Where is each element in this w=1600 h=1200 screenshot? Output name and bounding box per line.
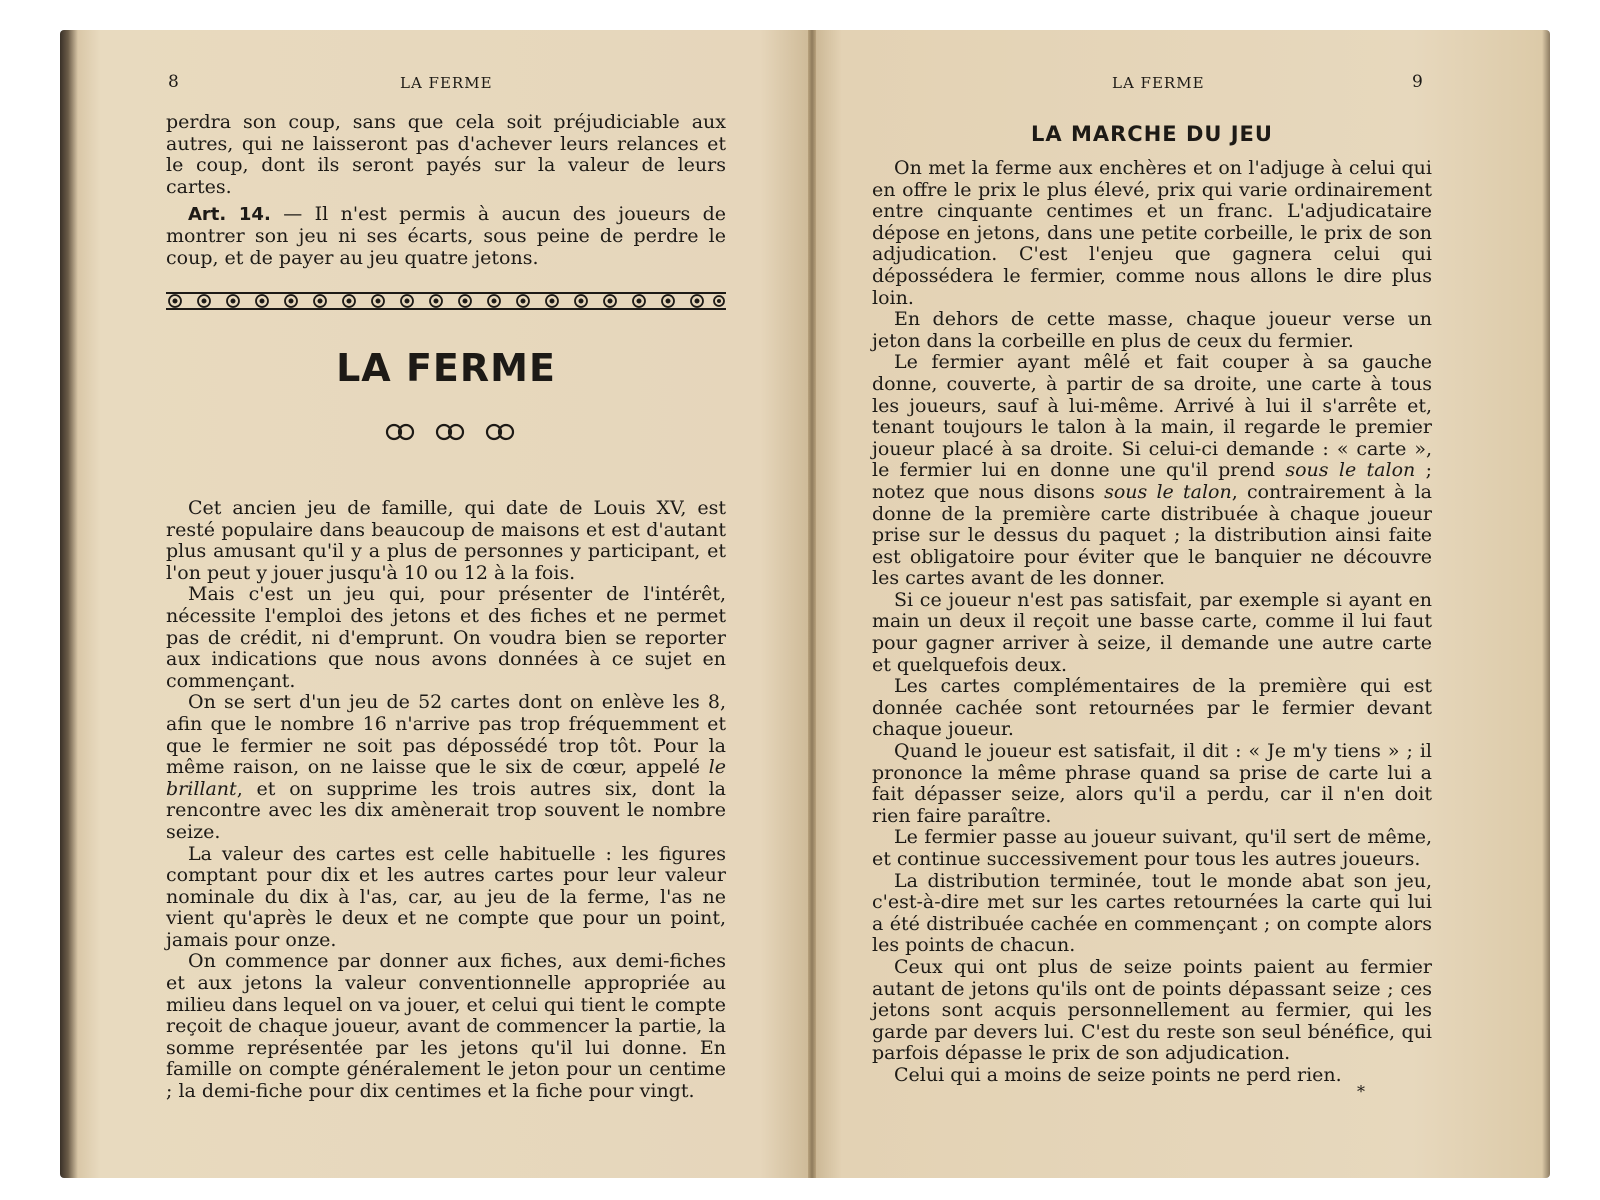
top-paragraph: perdra son coup, sans que cela soit préjudiciable aux autres, qui ne laisseront pas d'achever leurs relances et le coup, dont ils seront payés sur la valeur de leurs cartes.: [166, 111, 726, 198]
text-run: , contrairement à la donne de la première carte distribuée à chaque joueur prise sur le dessus du paquet ; la distribution ainsi faite est obligatoire pour éviter que le banquier ne découvre les cartes avant de les donner.: [872, 480, 1432, 590]
running-head: LA FERME: [400, 74, 493, 92]
italic-term: le brillant: [166, 756, 726, 800]
article-text: — Il n'est permis à aucun des joueurs de montrer son jeu ni ses écarts, sous peine de perdre le coup, et de payer au jeu quatre jetons.: [166, 203, 727, 269]
paragraph: On met la ferme aux enchères et on l'adjuge à celui qui en offre le prix le plus élevé, prix qui varie ordinairement entre cinquante centimes et un franc. L'adjudicataire dépose en jetons, dans une petite corbeille, le prix de son adjudication. C'est l'enjeu que gagnera celui qui dépossédera le fermier, comme nous allons le dire plus loin.: [872, 157, 1432, 309]
book-gutter: [808, 30, 816, 1178]
paragraph: Ceux qui ont plus de seize points paient au fermier autant de jetons qu'ils ont de points dépassant seize ; ces jetons sont acquis personnellement au fermier, qui les garde par devers lui. C'est du reste son seul bénéfice, qui parfois dépasse le prix de son adjudication.: [872, 955, 1432, 1065]
right-page: [812, 30, 1550, 1178]
paragraph: Cet ancien jeu de famille, qui date de Louis XV, est resté populaire dans beaucoup de maisons et est d'autant plus amusant qu'il y a plus de personnes y participant, et l'on peut y jouer jusqu'à 10 ou 12 à la fois.: [166, 497, 726, 584]
title-ornament: [380, 422, 520, 442]
paragraph: En dehors de cette masse, chaque joueur verse un jeton dans la corbeille en plus de ceux du fermier.: [872, 308, 1432, 352]
text-run: On se sert d'un jeu de 52 cartes dont on enlève les 8, afin que le nombre 16 n'arrive pas trop fréquemment et que le fermier ne soit pas dépossédé trop tôt. Pour la même raison, on ne laisse que le six de cœur, appelé: [166, 691, 726, 779]
paragraph: Celui qui a moins de seize points ne perd rien.: [894, 1063, 1342, 1086]
article-14: [166, 204, 726, 269]
text-run: , et on supprime les trois autres six, dont la rencontre avec les dix amènerait trop souvent le nombre seize.: [166, 777, 726, 843]
article-label: Art. 14.: [188, 204, 271, 226]
paragraph: [872, 352, 1432, 590]
left-page: [60, 30, 812, 1178]
paragraph: Si ce joueur n'est pas satisfait, par exemple si ayant en main un deux il reçoit une basse carte, comme il lui faut pour gagner arriver à seize, il demande une autre carte et quelquefois deux.: [872, 588, 1432, 676]
page-number: 8: [168, 72, 179, 92]
paragraph: Mais c'est un jeu qui, pour présenter de l'intérêt, nécessite l'emploi des jetons et des fiches et ne permet pas de crédit, ni d'emprunt. On voudra bien se reporter aux indications que nous avons données à ce sujet en commençant.: [166, 583, 726, 692]
section-title: LA MARCHE DU JEU: [1031, 122, 1273, 146]
text-run: ; notez que nous disons: [872, 459, 1432, 503]
paragraph: Quand le joueur est satisfait, il dit : « Je m'y tiens » ; il prononce la même phrase quand sa prise de carte lui a fait dépasser seize, alors qu'il a perdu, car il n'en doit rien faire paraître.: [872, 740, 1432, 827]
open-book: [60, 30, 1550, 1178]
left-top-text: [166, 112, 726, 269]
paragraph: Le fermier passe au joueur suivant, qu'il sert de même, et continue successivement pour tous les autres joueurs.: [872, 826, 1432, 870]
left-body-text: [166, 498, 726, 1103]
italic-term: sous le talon: [1285, 459, 1416, 482]
right-body-text: [872, 158, 1432, 1087]
text-run: Le fermier ayant mêlé et fait couper à sa gauche donne, couverte, à partir de sa droite, une carte à tous les joueurs, sauf à lui-même. Arrivé à lui il s'arrête et, tenant toujours le talon à la main, il regarde le premier joueur placé à sa droite. Si celui-ci demande : « carte », le fermier lui en donne une qu'il prend: [872, 351, 1432, 482]
paragraph: [166, 692, 726, 843]
paragraph: La distribution terminée, tout le monde abat son jeu, c'est-à-dire met sur les cartes retournées la carte qui lui a été distribuée cachée en commençant ; on compte alors les points de chacun.: [872, 869, 1432, 957]
paragraph: Les cartes complémentaires de la première qui est donnée cachée sont retournées par le fermier devant chaque joueur.: [872, 675, 1432, 741]
italic-term: sous le talon: [1104, 480, 1232, 503]
paragraph: On commence par donner aux fiches, aux demi-fiches et aux jetons la valeur conventionnelle appropriée au milieu dans lequel on va jouer, et celui qui tient le compte reçoit de chaque joueur, avant de commencer la partie, la somme représentée par les jetons qu'il lui donne. En famille on compte généralement le jeton pour un centime ; la demi-fiche pour dix centimes et la fiche pour vingt.: [166, 950, 726, 1103]
ornamental-rule: [166, 290, 726, 312]
signature-mark: *: [1357, 1082, 1365, 1101]
chapter-title: LA FERME: [336, 346, 556, 390]
running-head: LA FERME: [1112, 74, 1205, 92]
paragraph: La valeur des cartes est celle habituelle : les figures comptant pour dix et les autres cartes pour leur valeur nominale du dix à l'as, car, au jeu de la ferme, l'as ne vient qu'après le deux et ne compte que pour un point, jamais pour onze.: [166, 842, 726, 951]
page-number: 9: [1412, 72, 1423, 92]
